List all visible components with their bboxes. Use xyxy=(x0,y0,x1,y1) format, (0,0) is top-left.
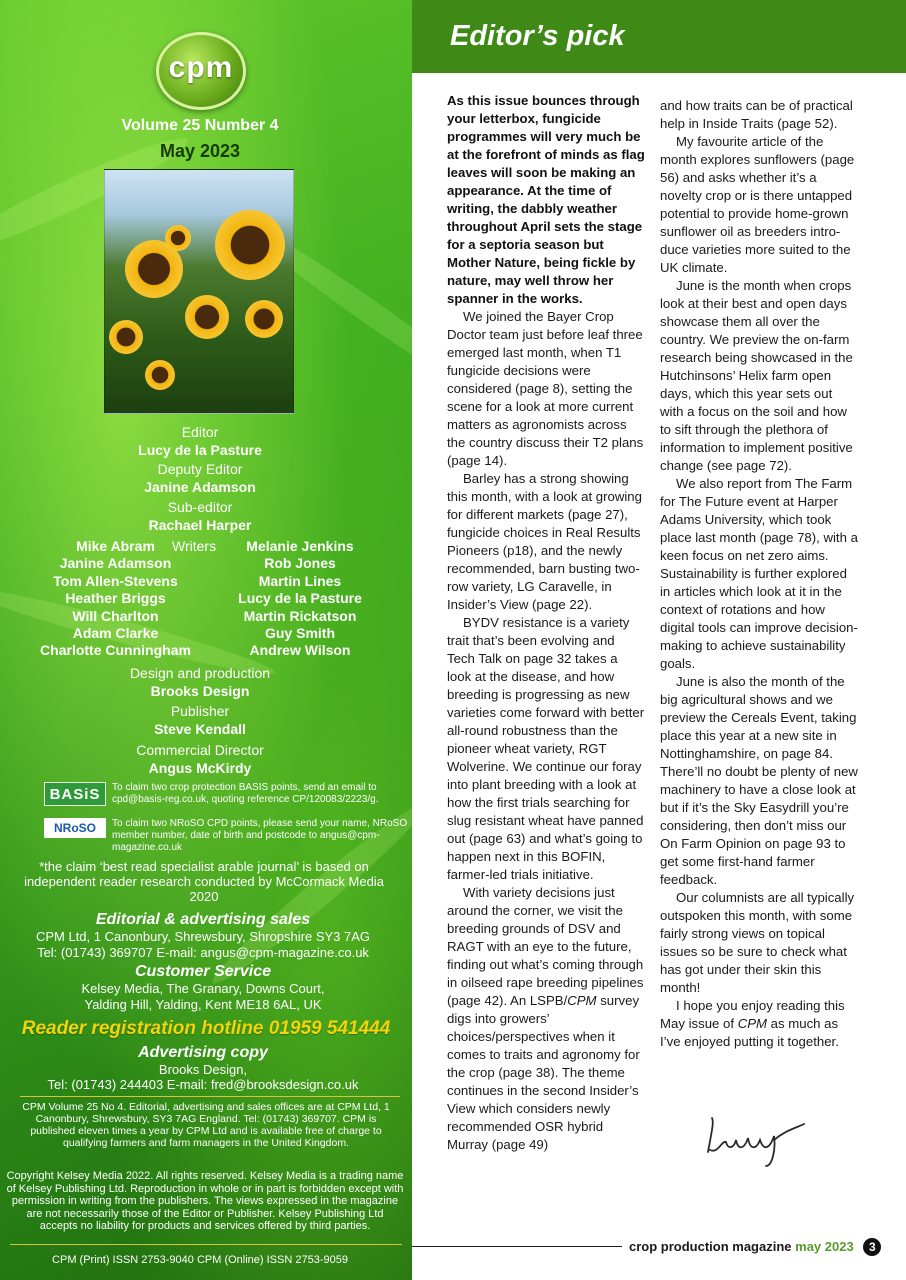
divider xyxy=(20,1096,400,1097)
writer-name: Charlotte Cunningham xyxy=(40,642,191,659)
magazine-name: CPM xyxy=(737,1016,768,1031)
basis-notice xyxy=(44,782,384,812)
design-name: Brooks Design xyxy=(150,683,250,699)
magazine-name-footer: crop production magazine xyxy=(629,1239,792,1254)
writer-name: Heather Briggs xyxy=(65,590,166,607)
magazine-name: CPM xyxy=(567,993,597,1008)
paragraph: June is the month when crops look at their best and open days showcase them all over the country. We preview the on-farm research being showcased in the Hutchinsons’ Helix farm open days, which this year sets out with a focus on the soil and how to sift through the plethora of information to implement positive change (see page 72). xyxy=(660,278,853,473)
masthead-panel xyxy=(0,0,412,1280)
deputy-role: Deputy Editor xyxy=(157,461,243,477)
paragraph: We joined the Bayer Crop Doctor team just before leaf three emerged last month, when T1 fungicide decisions were considered (page 8), setting the scene for a look at more current matters as agronomists across the country discuss their T2 plans (page 14). xyxy=(447,309,644,468)
writer-name: Adam Clarke xyxy=(72,625,159,642)
nroso-logo: NRoSO xyxy=(44,818,106,838)
paragraph: My favourite article of the month explores sunflowers (page 56) and asks whether it’s a novelty crop or is there untapped potential to provide home-grown sunflower oil as breeders intro-duce varieties more suited to the UK climate. xyxy=(660,134,855,275)
basis-text: To claim two crop protection BASIS points, send an email to cpd@basis-reg.co.uk, quoting reference CP/120083/2223/g. xyxy=(112,782,379,805)
writer-name: Rob Jones xyxy=(264,555,336,572)
issn-line: CPM (Print) ISSN 2753-9040 CPM (Online) ISSN 2753-9059 xyxy=(52,1254,348,1266)
page-footer xyxy=(629,1238,881,1256)
writers-label: Writers xyxy=(172,538,217,554)
publisher-role: Publisher xyxy=(170,703,230,719)
publisher-name: Steve Kendall xyxy=(154,721,246,737)
cpm-logo xyxy=(156,32,246,110)
writer-name: Mike Abram xyxy=(76,538,155,554)
article-header xyxy=(412,0,906,73)
lead-paragraph: As this issue bounces through your letterbox, fungicide programmes will very much be at the forefront of minds as flag leaves will soon be making an appearance. At the time of writing, the dabbly weather throughout April sets the stage for a septoria season but Mother Nature, being fickle by nature, may well throw her spanner in the works. xyxy=(447,93,645,306)
editorial-address: CPM Ltd, 1 Canonbury, Shrewsbury, Shropshire SY3 7AG xyxy=(35,929,371,944)
editor-role: Editor xyxy=(181,424,219,440)
article-column-2 xyxy=(660,97,858,1051)
volume-number: Volume 25 Number 4 xyxy=(121,117,279,134)
writer-name: Tom Allen-Stevens xyxy=(53,572,178,589)
text-run: survey digs into growers’ choices/perspectives when it comes to traits and agronomy for the crop (page 38). The theme continues in the second Insider’s View which considers newly recommended OSR hybrid Murray (page 49) xyxy=(447,993,640,1152)
article-column-1 xyxy=(447,92,645,1154)
copyright-notice: Copyright Kelsey Media 2022. All rights reserved. Kelsey Media is a trading name of Kelsey Publishing Ltd. Reproduction in whole or in part is forbidden except with permission in writing from the publishers. The views expressed in the magazine are not necessarily those of the Editor or Publisher. Kelsey Publishing Ltd accepts no liability for products and services offered by third parties. xyxy=(6,1170,404,1232)
sunflower-photo xyxy=(104,169,294,414)
paragraph: We also report from The Farm for The Future event at Harper Adams University, which took place last month (page 78), with a keen focus on net zero aims. Sustainability is further explored in articles which look at it in the context of rotations and how digital tools can improve decision-making to achieve sustainability goals. xyxy=(660,476,858,671)
basis-logo: BASiS xyxy=(44,782,106,806)
paragraph: Our columnists are all typically outspoken this month, with some fairly strong views on topical issues so be sure to check what has got under their skin this month! xyxy=(660,890,855,995)
text-run: I hope you enjoy reading this May issue of xyxy=(660,998,845,1031)
staff-commercial xyxy=(0,741,400,777)
service-heading: Customer Service xyxy=(134,963,272,980)
subeditor-name: Rachael Harper xyxy=(148,517,252,533)
page-number: 3 xyxy=(863,1238,881,1256)
writer-name: Martin Rickatson xyxy=(243,607,357,624)
writer-name: Lucy de la Pasture xyxy=(238,590,362,607)
service-line-2: Yalding Hill, Yalding, Kent ME18 6AL, UK xyxy=(84,997,322,1012)
writer-name: Martin Lines xyxy=(258,572,342,589)
text-run: as much as I’ve enjoyed putting it together. xyxy=(660,1016,839,1049)
page-title: Editor’s pick xyxy=(450,20,625,52)
writers-list-right xyxy=(220,538,380,660)
editor-name: Lucy de la Pasture xyxy=(138,442,262,458)
paragraph: June is also the month of the big agricultural shows and we preview the Cereals Event, taking place this year at a new site in Nottinghamshire, on page 84. There’ll no doubt be plenty of new machinery to have a close look at but if it’s the Sky Easydrill you’re considering, then don’t miss our On Farm Opinion on page 93 to get some first-hand farmer feedback. xyxy=(660,674,858,887)
reader-hotline: Reader registration hotline 01959 541444 xyxy=(21,1018,391,1039)
writer-name: Andrew Wilson xyxy=(249,642,351,659)
footer-date: may 2023 xyxy=(795,1239,854,1254)
logo-text: cpm xyxy=(168,51,234,84)
publication-fine-print: CPM Volume 25 No 4. Editorial, advertising and sales offices are at CPM Ltd, 1 Canonbury, Shrewsbury, SY3 7AG England. Tel: (01743) 369707. CPM is published eleven times a year by CPM Ltd and is available free of charge to qualifying farmers and farm managers in the United Kingdom. xyxy=(22,1101,390,1149)
nroso-notice xyxy=(44,818,408,856)
editorial-heading: Editorial & advertising sales xyxy=(95,911,311,928)
editorial-contact: Tel: (01743) 369707 E-mail: angus@cpm-magazine.co.uk xyxy=(37,945,369,960)
text-run: With variety decisions just around the corner, we visit the breeding grounds of DSV and RAGT with an eye to the future, finding out what’s coming through in oilseed rape breeding pipelines (page 42). An LSPB/ xyxy=(447,885,644,1008)
editor-signature xyxy=(700,1110,810,1170)
adcopy-line-1: Brooks Design, xyxy=(158,1062,248,1077)
footer-divider xyxy=(412,1246,622,1247)
paragraph xyxy=(660,997,858,1051)
staff-design xyxy=(0,664,400,700)
writer-name: Will Charlton xyxy=(72,607,159,624)
staff-deputy xyxy=(0,460,400,496)
staff-subeditor xyxy=(0,498,400,534)
service-line-1: Kelsey Media, The Granary, Downs Court, xyxy=(81,981,325,996)
paragraph xyxy=(447,884,645,1154)
commercial-name: Angus McKirdy xyxy=(148,760,252,776)
paragraph: and how traits can be of practical help in Inside Traits (page 52). xyxy=(660,98,853,131)
nroso-text: To claim two NRoSO CPD points, please send your name, NRoSO member number, date of birth and postcode to angus@cpm-magazine.co.uk xyxy=(112,818,408,853)
staff-editor xyxy=(0,423,400,459)
issue-date: May 2023 xyxy=(159,141,241,161)
writer-name: Melanie Jenkins xyxy=(246,538,354,554)
divider xyxy=(10,1244,402,1245)
writer-name: Janine Adamson xyxy=(59,555,172,572)
deputy-name: Janine Adamson xyxy=(144,479,256,495)
writers-list-left xyxy=(28,538,203,660)
staff-publisher xyxy=(0,702,400,738)
adcopy-heading: Advertising copy xyxy=(138,1044,268,1061)
paragraph: BYDV resistance is a variety trait that’s been evolving and Tech Talk on page 32 takes a look at the disease, and how breeding is progressing as new varieties come forward with better all-round robustness than the pioneer wheat variety, RGT Wolverine. We continue our foray into plant breeding with a look at how the first trials searching for slug resistant wheat have panned out (page 63) and what’s going to happen next in this BOFIN, farmer-led trials initiative. xyxy=(447,615,645,882)
writer-name: Guy Smith xyxy=(264,625,335,642)
design-role: Design and production xyxy=(129,665,271,681)
paragraph: Barley has a strong showing this month, with a look at growing for different markets (page 27), fungicide choices in Real Results Pioneers (p18), and the newly recommended, barn busting two-row variety, LG Caravelle, in Insider’s View (page 22). xyxy=(447,471,642,612)
commercial-role: Commercial Director xyxy=(136,742,264,758)
adcopy-line-2: Tel: (01743) 244403 E-mail: fred@brooksdesign.co.uk xyxy=(47,1077,359,1092)
subeditor-role: Sub-editor xyxy=(167,499,233,515)
readership-claim: *the claim ‘best read specialist arable journal’ is based on independent reader research conducted by McCormack Media 2020 xyxy=(24,859,384,904)
